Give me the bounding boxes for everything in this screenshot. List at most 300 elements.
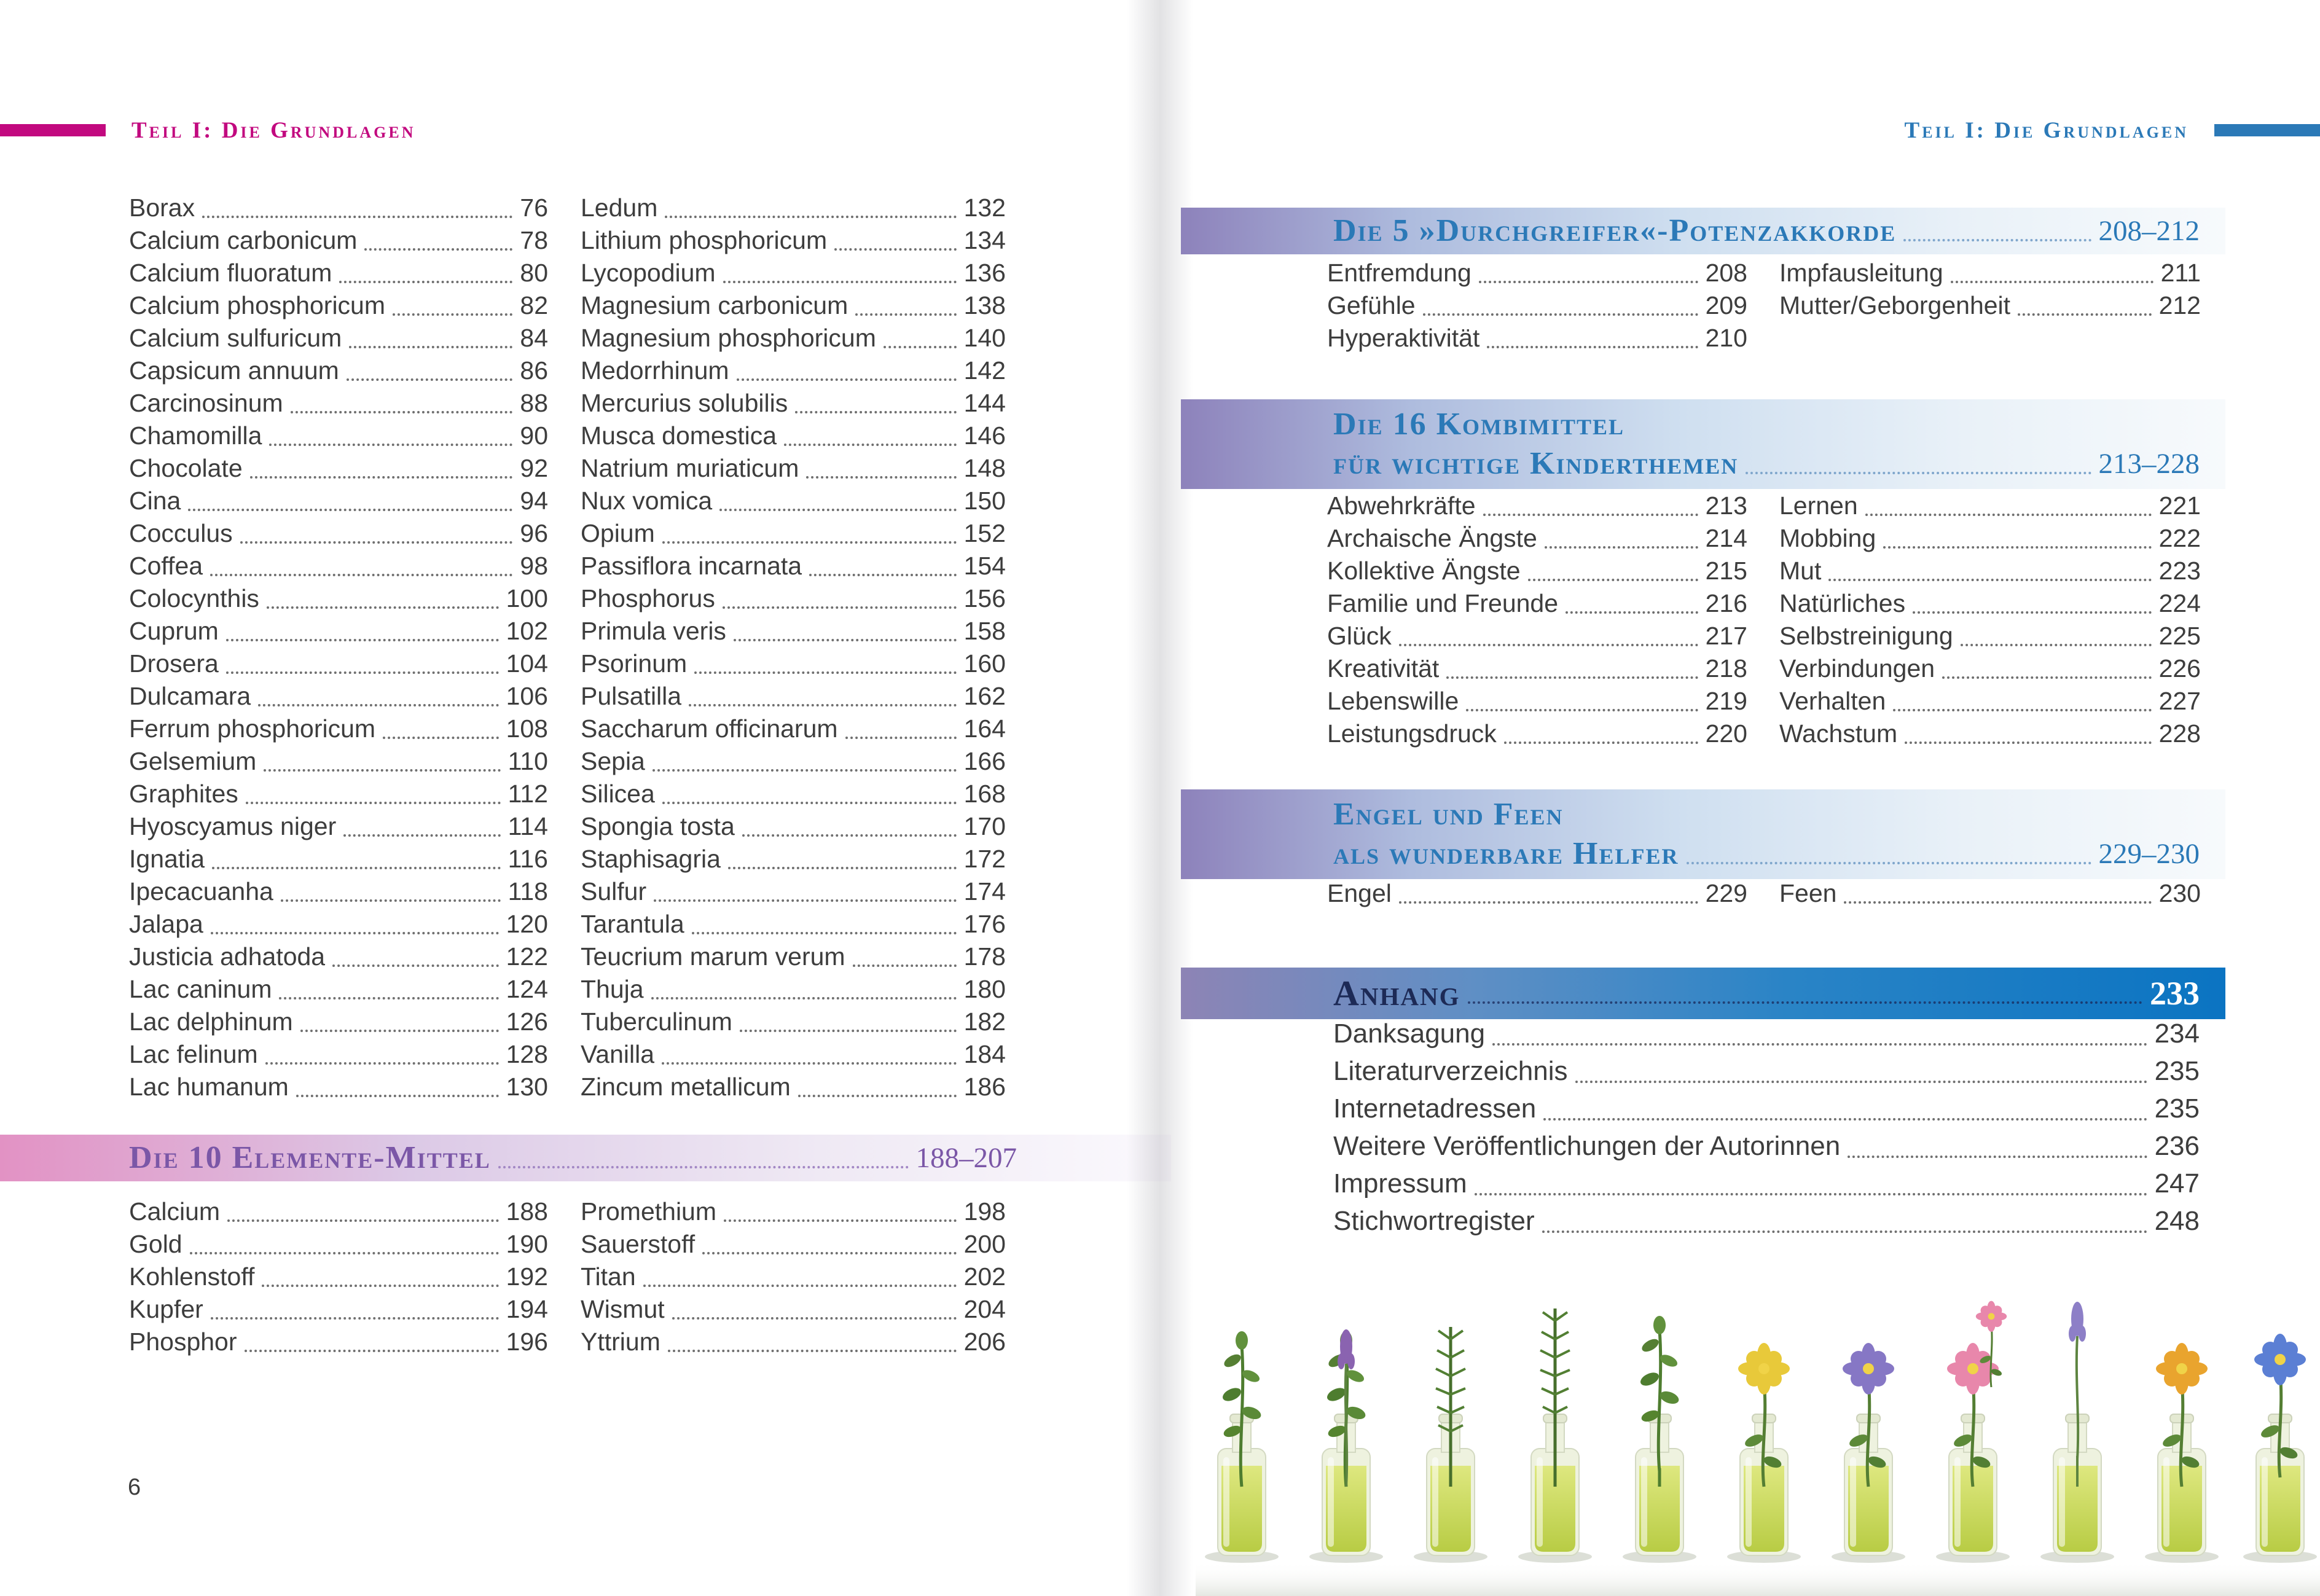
entry-page: 154	[963, 552, 1006, 580]
entry-label: Impressum	[1333, 1168, 1467, 1199]
dotted-leader	[1913, 581, 2151, 614]
entry-label: Magnesium carbonicum	[581, 291, 848, 319]
entry-page: 224	[2158, 589, 2201, 617]
entry-page: 158	[963, 617, 1006, 645]
dotted-leader	[665, 186, 956, 218]
entry-page: 160	[963, 649, 1006, 678]
entry-page: 126	[506, 1007, 548, 1036]
section-title-line1: Engel und Feen	[1333, 797, 1564, 832]
entry-label: Kupfer	[129, 1295, 203, 1323]
entry-label: Opium	[581, 519, 655, 547]
dotted-leader	[692, 902, 957, 934]
dotted-leader	[728, 837, 957, 869]
toc-entry	[1327, 322, 1747, 354]
entry-label: Chamomilla	[129, 421, 262, 450]
dotted-leader	[1828, 549, 2151, 581]
entry-label: Calcium	[129, 1197, 221, 1226]
toc-entry	[1779, 289, 2201, 322]
dotted-leader	[1468, 964, 2143, 1004]
dotted-leader	[1492, 1008, 2147, 1046]
entry-label: Ignatia	[129, 845, 205, 873]
section-page-range: 188–207	[915, 1142, 1017, 1174]
kombimittel-column-1	[1327, 490, 1747, 750]
dotted-leader	[240, 511, 513, 544]
entry-label: Tuberculinum	[581, 1007, 732, 1036]
entry-label: Danksagung	[1333, 1019, 1486, 1049]
entry-page: 108	[506, 714, 548, 743]
entry-page: 230	[2158, 879, 2201, 907]
dotted-leader	[1903, 202, 2091, 241]
entry-page: 90	[520, 421, 548, 450]
dotted-leader	[806, 446, 956, 479]
entry-page: 114	[508, 812, 548, 840]
entry-label: Gefühle	[1327, 291, 1416, 319]
entry-label: Mutter/Geborgenheit	[1779, 291, 2011, 319]
entry-label: Selbstreinigung	[1779, 622, 1953, 650]
entry-page: 92	[520, 454, 548, 482]
entry-label: Stichwortregister	[1333, 1206, 1535, 1236]
entry-label: Kreativität	[1327, 654, 1440, 683]
dotted-leader	[1865, 483, 2152, 516]
entry-label: Magnesium phosphoricum	[581, 324, 876, 352]
entry-label: Yttrium	[581, 1328, 660, 1356]
entry-label: Internetadressen	[1333, 1093, 1537, 1124]
dotted-leader	[652, 739, 957, 772]
entry-label: Natürliches	[1779, 589, 1906, 617]
entry-page: 229	[1705, 879, 1747, 907]
dotted-leader	[1399, 614, 1698, 646]
dotted-leader	[1905, 711, 2151, 744]
dotted-leader	[1942, 646, 2152, 679]
entry-page: 209	[1705, 291, 1747, 319]
dotted-leader	[651, 967, 957, 999]
dotted-leader	[1687, 825, 2091, 864]
entry-page: 140	[963, 324, 1006, 352]
entry-label: Gold	[129, 1230, 182, 1258]
entry-label: Lac caninum	[129, 975, 272, 1003]
entry-page: 166	[963, 747, 1006, 775]
dotted-leader	[723, 251, 957, 283]
entry-page: 235	[2154, 1056, 2200, 1086]
dotted-leader	[279, 967, 498, 999]
dotted-leader	[1883, 516, 2151, 549]
entry-label: Zincum metallicum	[581, 1073, 791, 1101]
entry-page: 150	[963, 487, 1006, 515]
kombimittel-title-line2	[1333, 444, 2200, 483]
elemente-column-1	[129, 1195, 548, 1358]
running-head-text: Teil I: Die Grundlagen	[1904, 117, 2189, 143]
dotted-leader	[1487, 316, 1698, 348]
entry-page: 196	[506, 1328, 548, 1356]
entry-label: Leistungsdruck	[1327, 719, 1497, 748]
entry-page: 236	[2154, 1131, 2200, 1161]
dotted-leader	[1399, 871, 1698, 904]
dotted-leader	[784, 413, 957, 446]
dotted-leader	[662, 772, 957, 804]
entry-label: Lac felinum	[129, 1040, 258, 1068]
dotted-leader	[1844, 871, 2151, 904]
entry-label: Gelsemium	[129, 747, 257, 775]
dotted-leader	[343, 804, 500, 837]
entry-page: 234	[2154, 1019, 2200, 1049]
entry-page: 148	[963, 454, 1006, 482]
toc-entry	[1333, 1202, 2200, 1240]
dotted-leader	[1446, 646, 1698, 679]
dotted-leader	[853, 934, 957, 967]
section-title-line2: als wunderbare Helfer	[1333, 836, 1679, 871]
elemente-title-row	[129, 1138, 1017, 1178]
dotted-leader	[258, 674, 498, 706]
entry-page: 225	[2158, 622, 2201, 650]
entry-page: 78	[520, 226, 548, 254]
dotted-leader	[643, 1254, 957, 1287]
dotted-leader	[1893, 679, 2151, 711]
entry-page: 174	[963, 877, 1006, 906]
dotted-leader	[227, 1189, 498, 1222]
dotted-leader	[265, 1032, 499, 1065]
dotted-leader	[1951, 251, 2153, 283]
dotted-leader	[267, 576, 499, 609]
entry-page: 192	[506, 1262, 548, 1291]
toc-entry	[1327, 718, 1747, 750]
dotted-leader	[1466, 679, 1698, 711]
entry-page: 76	[520, 194, 548, 222]
entry-page: 220	[1705, 719, 1747, 748]
entry-label: Kohlenstoff	[129, 1262, 255, 1291]
dotted-leader	[1479, 251, 1698, 283]
entry-label: Primula veris	[581, 617, 726, 645]
entry-page: 200	[963, 1230, 1006, 1258]
dotted-leader	[654, 869, 956, 902]
entry-label: Vanilla	[581, 1040, 655, 1068]
entry-label: Mobbing	[1779, 524, 1876, 552]
entry-page: 247	[2154, 1168, 2200, 1199]
toc-entry	[581, 1326, 1006, 1358]
dotted-leader	[296, 1065, 499, 1097]
right-running-head	[1905, 118, 2320, 143]
entry-label: Cocculus	[129, 519, 233, 547]
entry-label: Weitere Veröffentlichungen der Autorinnen	[1333, 1131, 1841, 1161]
entry-label: Mut	[1779, 557, 1822, 585]
entry-page: 94	[520, 487, 548, 515]
dotted-leader	[742, 804, 957, 837]
dotted-leader	[795, 381, 956, 413]
dotted-leader	[226, 609, 499, 641]
dotted-leader	[291, 381, 513, 413]
entry-label: Thuja	[581, 975, 644, 1003]
dotted-leader	[694, 641, 956, 674]
entry-label: Ledum	[581, 194, 658, 222]
entry-label: Nux vomica	[581, 487, 713, 515]
dotted-leader	[740, 999, 957, 1032]
entry-label: Teucrium marum verum	[581, 942, 845, 971]
entry-label: Calcium phosphoricum	[129, 291, 386, 319]
toc-entry	[129, 1326, 548, 1358]
header-rule-left	[0, 124, 106, 136]
dotted-leader	[190, 1222, 499, 1254]
entry-label: Jalapa	[129, 910, 203, 938]
entry-page: 186	[963, 1073, 1006, 1101]
entry-label: Lac delphinum	[129, 1007, 293, 1036]
entry-label: Wachstum	[1779, 719, 1898, 748]
entry-page: 215	[1705, 557, 1747, 585]
entry-label: Dulcamara	[129, 682, 251, 710]
dotted-leader	[246, 772, 501, 804]
entry-page: 124	[506, 975, 548, 1003]
section-title: Anhang	[1333, 973, 1460, 1013]
toc-entry	[1327, 877, 1747, 910]
entry-label: Calcium fluoratum	[129, 259, 332, 287]
entry-label: Impfausleitung	[1779, 259, 1943, 287]
entry-page: 214	[1705, 524, 1747, 552]
entry-page: 235	[2154, 1093, 2200, 1124]
dotted-leader	[498, 1129, 909, 1168]
dotted-leader	[672, 1287, 957, 1320]
entry-label: Familie und Freunde	[1327, 589, 1559, 617]
entry-page: 172	[963, 845, 1006, 873]
entry-label: Coffea	[129, 552, 203, 580]
entry-label: Sepia	[581, 747, 645, 775]
dotted-leader	[211, 1287, 499, 1320]
dotted-leader	[662, 1032, 957, 1065]
dotted-leader	[226, 641, 499, 674]
entry-page: 138	[963, 291, 1006, 319]
entry-label: Silicea	[581, 780, 655, 808]
entry-page: 190	[506, 1230, 548, 1258]
entry-label: Carcinosinum	[129, 389, 283, 417]
dotted-leader	[332, 934, 498, 967]
entry-page: 142	[963, 356, 1006, 385]
dotted-leader	[188, 479, 512, 511]
dotted-leader	[349, 316, 512, 348]
entry-label: Calcium carbonicum	[129, 226, 358, 254]
engel-feen-section-band	[1181, 789, 2225, 879]
dotted-leader	[723, 576, 957, 609]
entry-label: Natrium muriaticum	[581, 454, 799, 482]
dotted-leader	[245, 1320, 499, 1352]
dotted-leader	[300, 999, 499, 1032]
engel-column	[1327, 877, 1747, 910]
dotted-leader	[662, 511, 957, 544]
feen-column	[1779, 877, 2201, 910]
entry-page: 210	[1705, 324, 1747, 352]
entry-label: Sulfur	[581, 877, 647, 906]
entry-label: Passiflora incarnata	[581, 552, 802, 580]
entry-page: 222	[2158, 524, 2201, 552]
dotted-leader	[211, 902, 499, 934]
dotted-leader	[1528, 549, 1698, 581]
entry-label: Lithium phosphoricum	[581, 226, 828, 254]
entry-page: 112	[508, 780, 548, 808]
entry-label: Cina	[129, 487, 181, 515]
entry-page: 128	[506, 1040, 548, 1068]
entry-label: Spongia tosta	[581, 812, 735, 840]
section-page-range: 213–228	[2098, 448, 2200, 480]
entry-label: Graphites	[129, 780, 238, 808]
entry-page: 86	[520, 356, 548, 385]
entry-label: Mercurius solubilis	[581, 389, 788, 417]
entry-label: Hyperaktivität	[1327, 324, 1480, 352]
dotted-leader	[212, 837, 501, 869]
dotted-leader	[724, 1189, 957, 1222]
entry-page: 132	[963, 194, 1006, 222]
entry-page: 188	[506, 1197, 548, 1226]
entry-label: Lac humanum	[129, 1073, 289, 1101]
entry-page: 228	[2158, 719, 2201, 748]
dotted-leader	[1543, 1083, 2147, 1121]
entry-page: 100	[506, 584, 548, 612]
entry-page: 248	[2154, 1206, 2200, 1236]
dotted-leader	[269, 413, 512, 446]
entry-page: 136	[963, 259, 1006, 287]
dotted-leader	[202, 186, 512, 218]
entry-page: 96	[520, 519, 548, 547]
dotted-leader	[210, 544, 512, 576]
entry-page: 80	[520, 259, 548, 287]
dotted-leader	[1566, 581, 1698, 614]
dotted-leader	[1475, 1158, 2147, 1195]
toc-entry	[1779, 877, 2201, 910]
engel-feen-title-line2	[1333, 834, 2200, 874]
entry-page: 130	[506, 1073, 548, 1101]
entry-label: Drosera	[129, 649, 219, 678]
entry-label: Glück	[1327, 622, 1392, 650]
kombimittel-section-band	[1181, 399, 2225, 489]
entry-page: 122	[506, 942, 548, 971]
dotted-leader	[364, 218, 512, 251]
entry-label: Psorinum	[581, 649, 688, 678]
page-number: 6	[128, 1474, 141, 1500]
entry-label: Chocolate	[129, 454, 243, 482]
entry-page: 227	[2158, 687, 2201, 715]
entry-page: 221	[2158, 491, 2201, 520]
dotted-leader	[347, 348, 513, 381]
entry-page: 180	[963, 975, 1006, 1003]
dotted-leader	[250, 446, 513, 479]
entry-page: 219	[1705, 687, 1747, 715]
anhang-title-row	[1333, 974, 2200, 1013]
entry-page: 156	[963, 584, 1006, 612]
entry-page: 182	[963, 1007, 1006, 1036]
dotted-leader	[339, 251, 512, 283]
anhang-list	[1333, 1015, 2200, 1240]
dotted-leader	[734, 609, 957, 641]
entry-page: 144	[963, 389, 1006, 417]
entry-label: Phosphor	[129, 1328, 237, 1356]
entry-label: Colocynthis	[129, 584, 259, 612]
entry-label: Calcium sulfuricum	[129, 324, 342, 352]
entry-page: 106	[506, 682, 548, 710]
toc-entry	[129, 1071, 548, 1103]
section-title-line2: für wichtige Kinderthemen	[1333, 446, 1739, 481]
entry-label: Titan	[581, 1262, 636, 1291]
entry-page: 162	[963, 682, 1006, 710]
dotted-leader	[884, 316, 957, 348]
entry-label: Lebenswille	[1327, 687, 1459, 715]
dotted-leader	[798, 1065, 957, 1097]
entry-label: Literaturverzeichnis	[1333, 1056, 1568, 1086]
entry-page: 120	[506, 910, 548, 938]
entry-page: 170	[963, 812, 1006, 840]
section-title: Die 10 Elemente-Mittel	[129, 1140, 491, 1175]
dotted-leader	[281, 869, 501, 902]
dotted-leader	[1483, 483, 1698, 516]
dotted-leader	[1504, 711, 1698, 744]
entry-page: 134	[963, 226, 1006, 254]
entry-page: 152	[963, 519, 1006, 547]
entry-label: Sauerstoff	[581, 1230, 696, 1258]
entry-label: Medorrhinum	[581, 356, 729, 385]
entry-page: 208	[1705, 259, 1747, 287]
dotted-leader	[2018, 283, 2152, 316]
elemente-column-2	[581, 1195, 1006, 1358]
section-title: Die 5 »Durchgreifer«-Potenzakkorde	[1333, 213, 1897, 248]
section-page-range: 229–230	[2098, 838, 2200, 870]
entry-label: Staphisagria	[581, 845, 721, 873]
potenzakkorde-column-2	[1779, 257, 2201, 322]
dotted-leader	[834, 218, 956, 251]
dotted-leader	[855, 283, 956, 316]
entry-page: 212	[2158, 291, 2201, 319]
dotted-leader	[689, 674, 956, 706]
dotted-leader	[809, 544, 957, 576]
entry-page: 168	[963, 780, 1006, 808]
entry-label: Saccharum officinarum	[581, 714, 838, 743]
potenzakkorde-title-row	[1333, 211, 2200, 251]
kombimittel-column-2	[1779, 490, 2201, 750]
entry-page: 98	[520, 552, 548, 580]
dotted-leader	[1961, 614, 2152, 646]
entry-label: Abwehrkräfte	[1327, 491, 1476, 520]
entry-label: Verhalten	[1779, 687, 1886, 715]
entry-page: 82	[520, 291, 548, 319]
entry-page: 102	[506, 617, 548, 645]
entry-label: Borax	[129, 194, 195, 222]
dotted-leader	[702, 1222, 956, 1254]
header-rule-right	[2214, 124, 2320, 136]
dotted-leader	[264, 739, 500, 772]
entry-label: Hyoscyamus niger	[129, 812, 337, 840]
entry-label: Promethium	[581, 1197, 717, 1226]
dotted-leader	[1575, 1046, 2147, 1083]
entry-label: Lernen	[1779, 491, 1858, 520]
entry-page: 116	[508, 845, 548, 873]
entry-label: Lycopodium	[581, 259, 716, 287]
entry-page: 217	[1705, 622, 1747, 650]
entry-page: 202	[963, 1262, 1006, 1291]
dotted-leader	[1545, 516, 1698, 549]
entry-page: 226	[2158, 654, 2201, 683]
left-running-head	[0, 118, 415, 143]
entry-page: 88	[520, 389, 548, 417]
entry-label: Capsicum annuum	[129, 356, 339, 385]
entry-page: 104	[506, 649, 548, 678]
running-head-text: Teil I: Die Grundlagen	[131, 117, 416, 143]
entry-label: Justicia adhatoda	[129, 942, 326, 971]
potenzakkorde-section-band	[1181, 208, 2225, 254]
entry-page: 118	[508, 877, 548, 906]
section-page: 233	[2150, 975, 2200, 1012]
herb-bottles-illustration	[1196, 1284, 2320, 1596]
entry-label: Phosphorus	[581, 584, 715, 612]
entry-label: Archaische Ängste	[1327, 524, 1537, 552]
entry-label: Ferrum phosphoricum	[129, 714, 376, 743]
entry-page: 184	[963, 1040, 1006, 1068]
section-title-line1: Die 16 Kombimittel	[1333, 407, 1625, 442]
toc-entry	[581, 1071, 1006, 1103]
entry-page: 223	[2158, 557, 2201, 585]
entry-label: Kollektive Ängste	[1327, 557, 1521, 585]
